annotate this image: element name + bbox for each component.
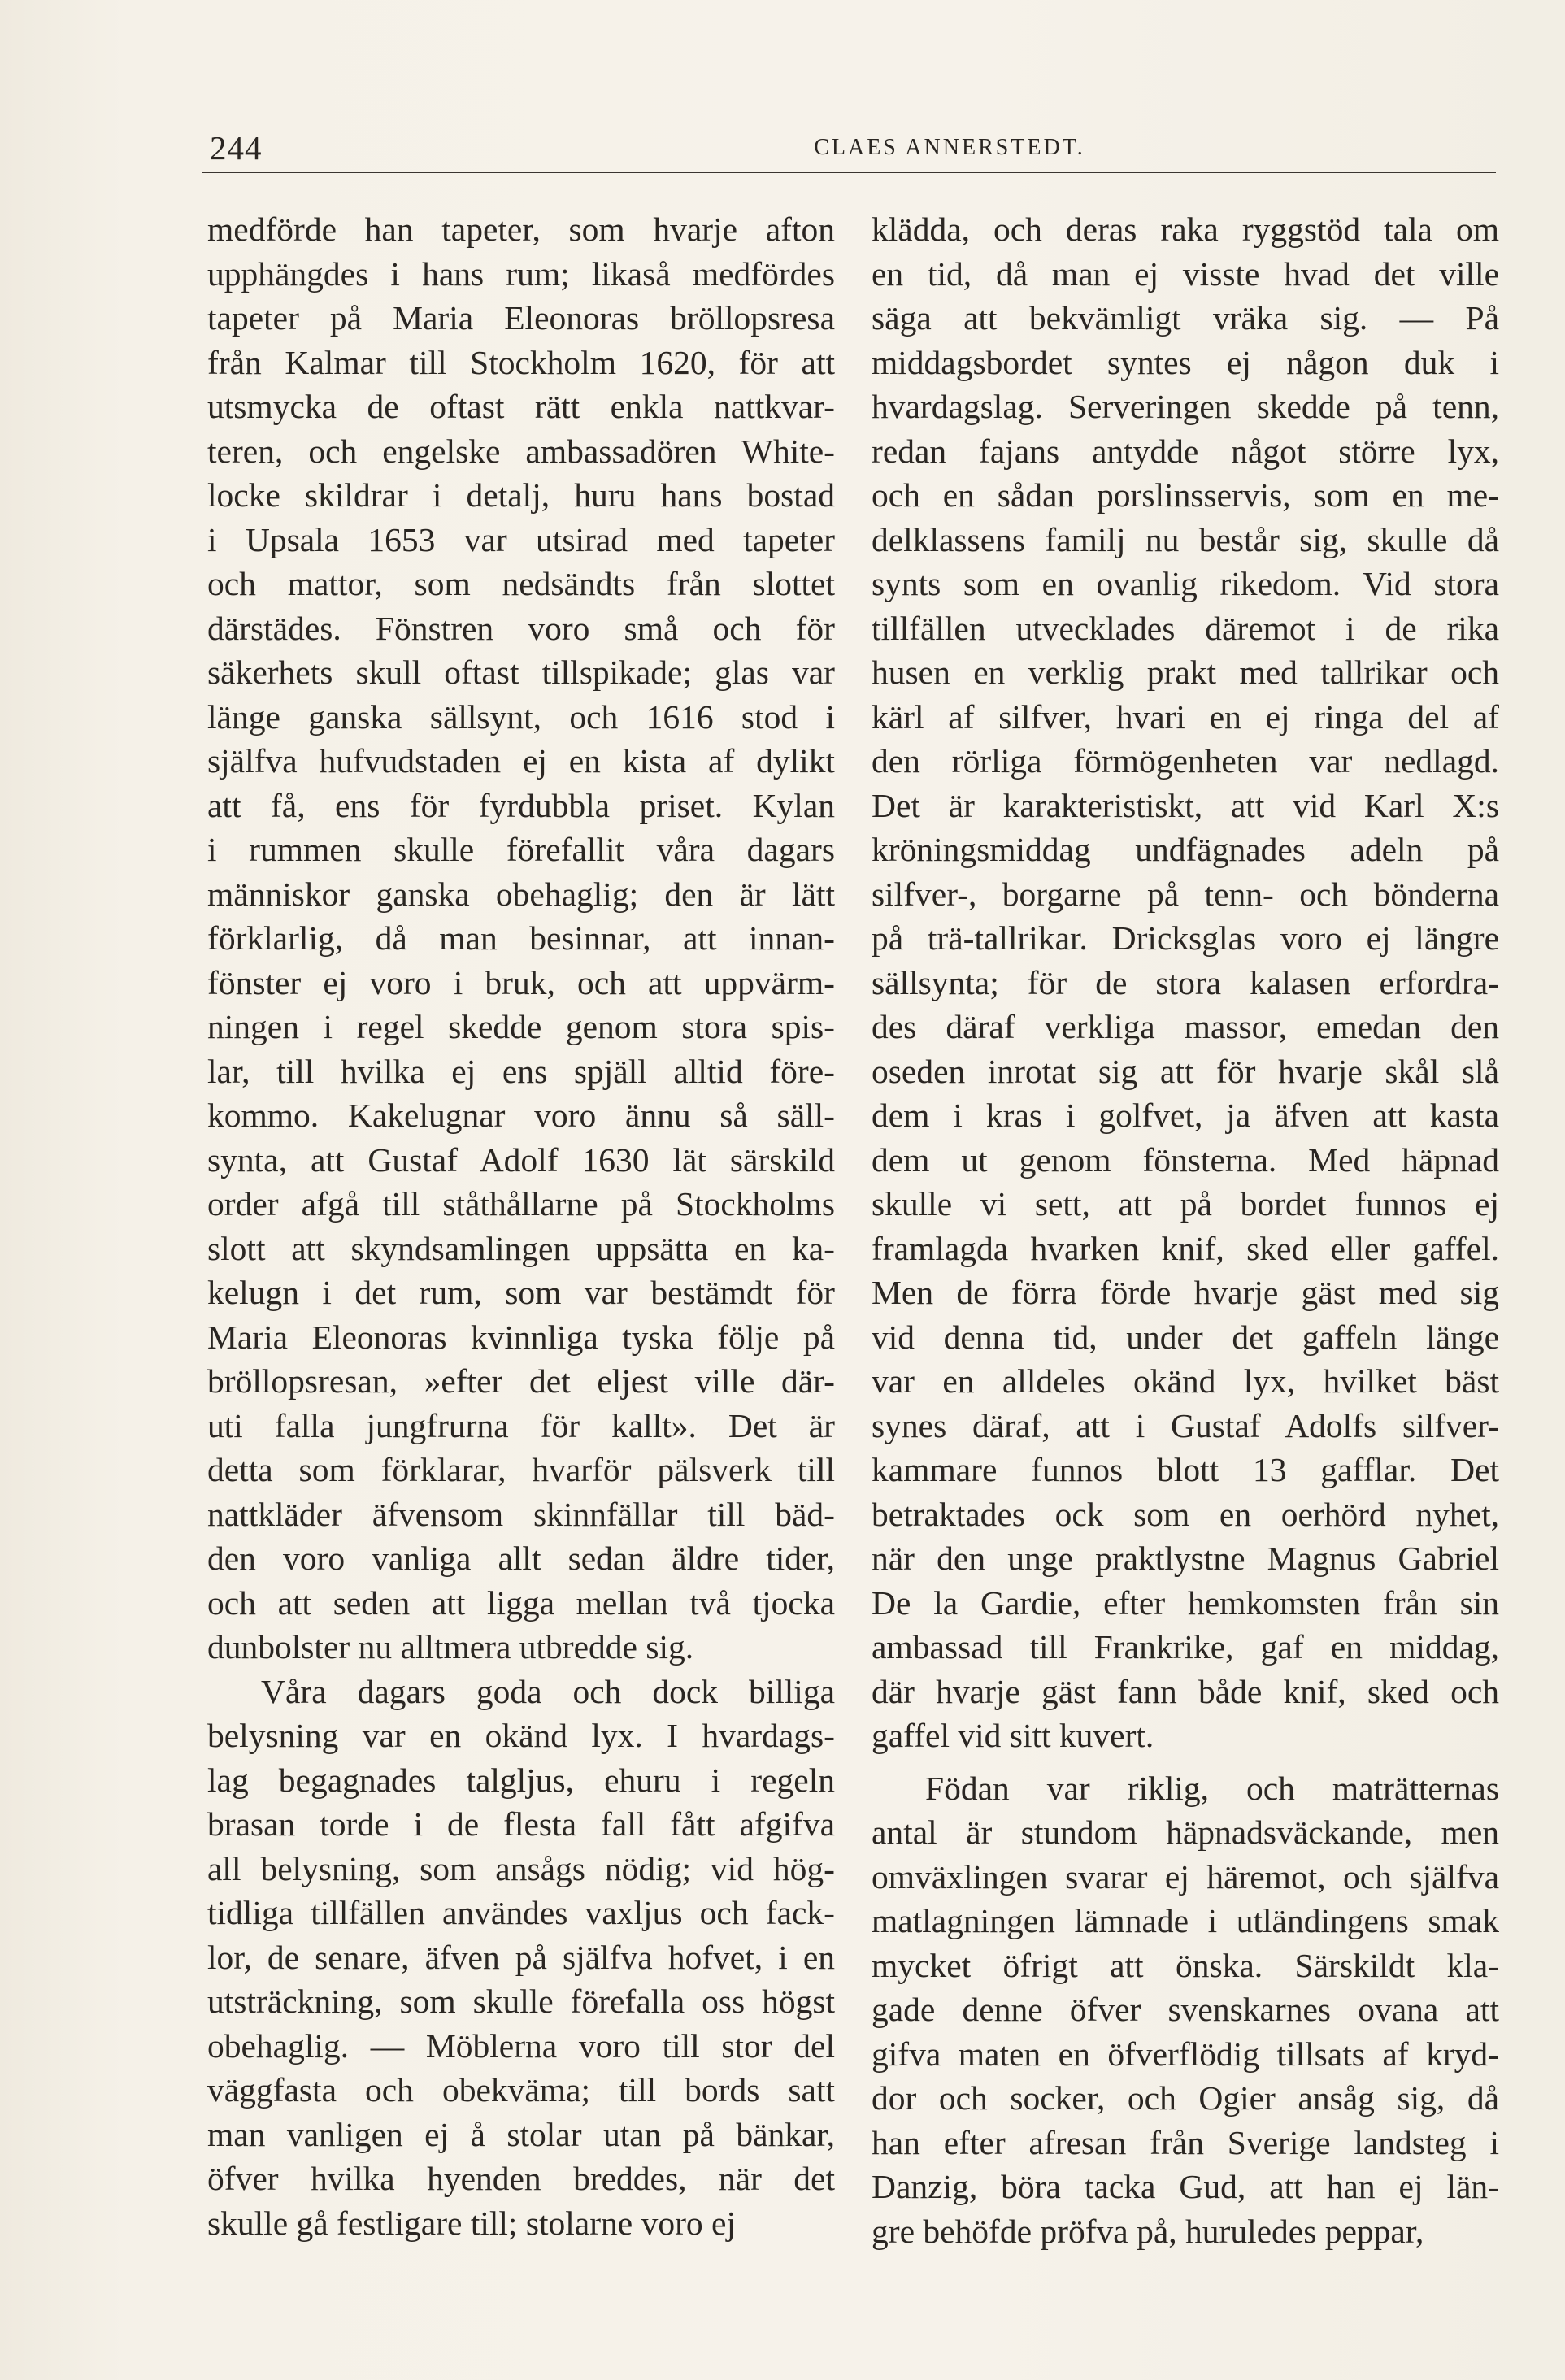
text-line: upphängdes i hans rum; likaså medfördes	[207, 254, 835, 293]
text-line: säkerhets skull oftast tillspikade; glas var	[207, 654, 835, 691]
text-line: ningen i regel skedde genom stora spis-	[207, 1008, 835, 1045]
text-line: mycket öfrigt att önska. Särskildt kla-	[872, 1946, 1499, 1984]
text-line: var en alldeles okänd lyx, hvilket bäst	[872, 1362, 1499, 1400]
text-line: Danzig, böra tacka Gud, att han ej län-	[872, 2168, 1499, 2205]
text-line: sällsynta; för de stora kalasen erfordra-	[872, 963, 1499, 1001]
text-line: betraktades ock som en oerhörd nyhet,	[872, 1495, 1499, 1533]
text-line: middagsbordet syntes ej någon duk i	[872, 343, 1499, 381]
text-line: en tid, då man ej visste hvad det ville	[872, 254, 1499, 293]
text-line: från Kalmar till Stockholm 1620, för att	[207, 343, 835, 381]
text-line: slott att skyndsamlingen uppsätta en ka-	[207, 1229, 835, 1267]
text-line: delklassens familj nu består sig, skulle då	[872, 520, 1499, 558]
text-line: säga att bekvämligt vräka sig. — På	[872, 299, 1499, 337]
text-line: dor och socker, och Ogier ansåg sig, då	[872, 2079, 1499, 2117]
text-line: belysning var en okänd lyx. I hvardags-	[207, 1717, 835, 1754]
text-line: människor ganska obehaglig; den är lätt	[207, 875, 835, 913]
text-line: utsmycka de oftast rätt enkla nattkvar-	[207, 388, 835, 425]
text-line: omväxlingen svarar ej häremot, och själfva	[872, 1857, 1499, 1896]
text-line: kärl af silfver, hvari en ej ringa del af	[872, 697, 1499, 736]
right-column	[872, 207, 1499, 2253]
text-line: vid denna tid, under det gaffeln länge	[872, 1318, 1499, 1356]
text-line: väggfasta och obekväma; till bords satt	[207, 2071, 835, 2109]
text-line: lag begagnades talgljus, ehuru i regeln	[207, 1761, 835, 1799]
text-line: och att seden att ligga mellan två tjocka	[207, 1583, 835, 1622]
text-line: synts som en ovanlig rikedom. Vid stora	[872, 565, 1499, 602]
text-line: öfver hvilka hyenden breddes, när det	[207, 2160, 835, 2197]
text-line: silfver-, borgarne på tenn- och bönderna	[872, 875, 1499, 913]
text-line: Våra dagars goda och dock billiga	[261, 1672, 835, 1710]
text-line: des däraf verkliga massor, emedan den	[872, 1008, 1499, 1045]
text-line: dem i kras i golfvet, ja äfven att kasta	[872, 1097, 1499, 1134]
text-line: gade denne öfver svenskarnes ovana att	[872, 1991, 1499, 2028]
text-line: i rummen skulle förefallit våra dagars	[207, 831, 835, 868]
text-line: Det är karakteristiskt, att vid Karl X:s	[872, 786, 1499, 824]
text-line: den voro vanliga allt sedan äldre tider,	[207, 1540, 835, 1577]
text-line: order afgå till ståthållarne på Stockholms	[207, 1185, 835, 1223]
text-line: oseden inrotat sig att för hvarje skål slå	[872, 1052, 1499, 1090]
text-line: kammare funnos blott 13 gafflar. Det	[872, 1451, 1499, 1488]
text-line: förklarlig, då man besinnar, att innan-	[207, 919, 835, 957]
text-line: tillfällen utvecklades däremot i de rika	[872, 609, 1499, 647]
text-line: hvardagslag. Serveringen skedde på tenn,	[872, 388, 1499, 425]
text-line: själfva hufvudstaden ej en kista af dylikt	[207, 742, 835, 780]
running-head: CLAES ANNERSTEDT.	[814, 135, 1085, 160]
text-line: ambassad till Frankrike, gaf en middag,	[872, 1628, 1499, 1666]
text-line: han efter afresan från Sverige landsteg i	[872, 2123, 1499, 2161]
text-line: framlagda hvarken knif, sked eller gaffel.	[872, 1229, 1499, 1267]
text-line: tapeter på Maria Eleonoras bröllopsresa	[207, 299, 835, 337]
text-line: Maria Eleonoras kvinnliga tyska följe på	[207, 1318, 835, 1356]
text-line: gaffel vid sitt kuvert.	[872, 1717, 1154, 1754]
text-line: locke skildrar i detalj, huru hans bostad	[207, 476, 835, 514]
text-line: husen en verklig prakt med tallrikar och	[872, 654, 1499, 691]
text-line: tidliga tillfällen användes vaxljus och fack-	[207, 1894, 835, 1931]
text-line: kelugn i det rum, som var bestämdt för	[207, 1274, 835, 1311]
text-line: nattkläder äfvensom skinnfällar till bäd-	[207, 1495, 835, 1533]
text-line: lor, de senare, äfven på själfva hofvet, i en	[207, 1938, 835, 1976]
text-line: skulle vi sett, att på bordet funnos ej	[872, 1185, 1499, 1223]
text-line: länge ganska sällsynt, och 1616 stod i	[207, 697, 835, 736]
text-line: Men de förra förde hvarje gäst med sig	[872, 1274, 1499, 1311]
text-line: synes däraf, att i Gustaf Adolfs silfver-	[872, 1406, 1499, 1444]
text-line: matlagningen lämnade i utländingens smak	[872, 1902, 1499, 1939]
text-line: antal är stundom häpnadsväckande, men	[872, 1813, 1499, 1851]
text-line: synta, att Gustaf Adolf 1630 lät särskild	[207, 1140, 835, 1179]
text-line: all belysning, som ansågs nödig; vid hög-	[207, 1849, 835, 1887]
text-line: utsträckning, som skulle förefalla oss högst	[207, 1983, 835, 2020]
page-header	[202, 122, 1496, 179]
text-line: teren, och engelske ambassadören White-	[207, 432, 835, 470]
text-line: fönster ej voro i bruk, och att uppvärm-	[207, 963, 835, 1001]
page-number: 244	[210, 129, 263, 167]
text-line: obehaglig. — Möblerna voro till stor del	[207, 2026, 835, 2065]
text-line: där hvarje gäst fann både knif, sked och	[872, 1672, 1499, 1710]
text-line: redan fajans antydde något större lyx,	[872, 432, 1499, 470]
text-line: och en sådan porslinsservis, som en me-	[872, 476, 1499, 514]
text-line: och mattor, som nedsändts från slottet	[207, 565, 835, 602]
text-line: man vanligen ej å stolar utan på bänkar,	[207, 2115, 835, 2153]
text-line: skulle gå festligare till; stolarne voro ej	[207, 2204, 736, 2242]
text-line: De la Gardie, efter hemkomsten från sin	[872, 1583, 1499, 1622]
text-line: Födan var riklig, och maträtternas	[925, 1769, 1499, 1807]
text-line: den rörliga förmögenheten var nedlagd.	[872, 742, 1499, 780]
left-column	[207, 207, 835, 2245]
text-line: dunbolster nu alltmera utbredde sig.	[207, 1628, 694, 1666]
header-rule	[202, 172, 1496, 173]
text-line: på trä-tallrikar. Dricksglas voro ej längre	[872, 919, 1499, 957]
text-line: när den unge praktlystne Magnus Gabriel	[872, 1540, 1499, 1577]
text-line: därstädes. Fönstren voro små och för	[207, 609, 835, 647]
text-line: brasan torde i de flesta fall fått afgifva	[207, 1805, 835, 1843]
text-line: lar, till hvilka ej ens spjäll alltid före-	[207, 1052, 835, 1090]
text-line: detta som förklarar, hvarför pälsverk till	[207, 1451, 835, 1488]
text-line: klädda, och deras raka ryggstöd tala om	[872, 211, 1499, 248]
text-line: bröllopsresan, »efter det eljest ville där-	[207, 1362, 835, 1400]
text-line: kommo. Kakelugnar voro ännu så säll-	[207, 1097, 835, 1134]
text-line: gifva maten en öfverflödig tillsats af kryd-	[872, 2035, 1499, 2073]
paragraph-gap	[872, 1758, 1499, 1766]
text-line: medförde han tapeter, som hvarje afton	[207, 211, 835, 248]
text-line: i Upsala 1653 var utsirad med tapeter	[207, 520, 835, 558]
text-line: uti falla jungfrurna för kallt». Det är	[207, 1406, 835, 1444]
text-line: dem ut genom fönsterna. Med häpnad	[872, 1140, 1499, 1179]
text-line: att få, ens för fyrdubbla priset. Kylan	[207, 786, 835, 824]
text-line: gre behöfde pröfva på, huruledes peppar,	[872, 2212, 1424, 2250]
text-line: kröningsmiddag undfägnades adeln på	[872, 831, 1499, 868]
